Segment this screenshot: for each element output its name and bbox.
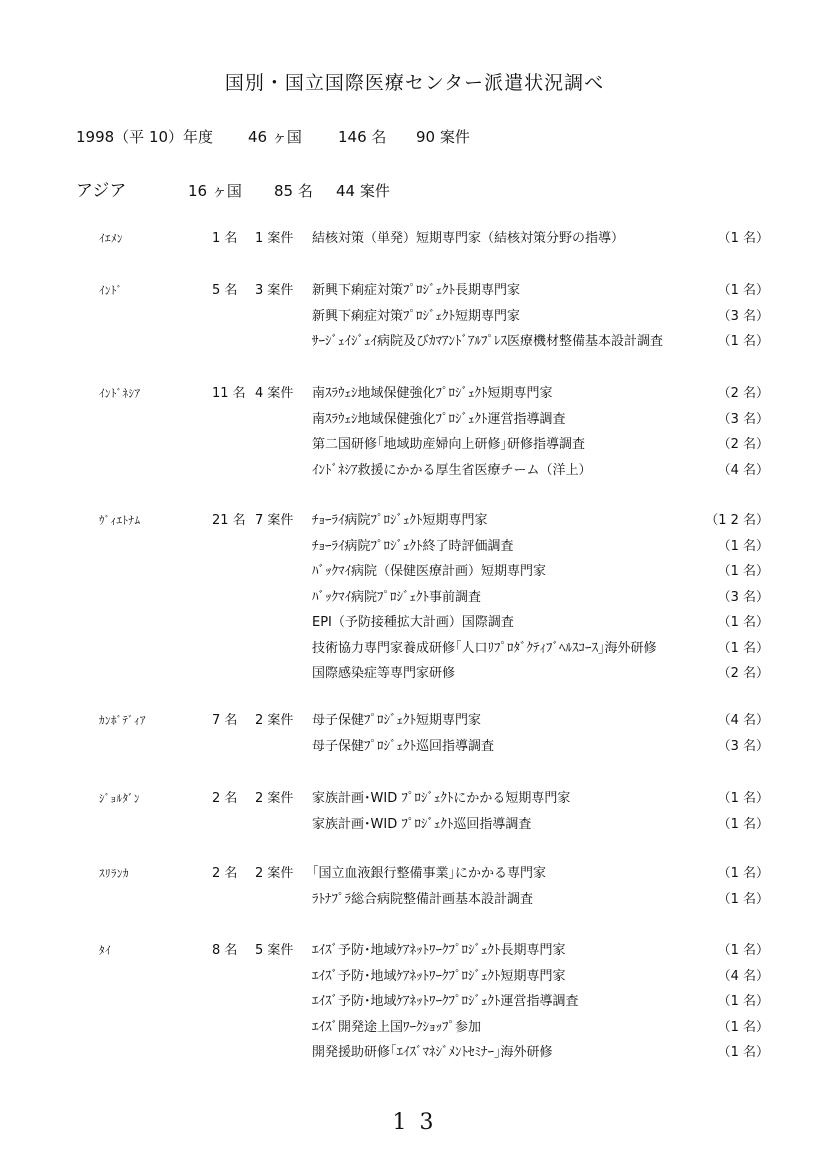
dispatch-description: ｴｲｽﾞ予防･地域ｹｱﾈｯﾄﾜｰｸﾌﾟﾛｼﾞｪｸﾄ運営指導調査 bbox=[312, 994, 579, 1009]
dispatch-description: 南ｽﾗｳｪｼ地域保健強化ﾌﾟﾛｼﾞｪｸﾄ運営指導調査 bbox=[312, 411, 566, 427]
table-row bbox=[0, 887, 829, 913]
dispatch-description: 国際感染症等専門家研修 bbox=[312, 666, 456, 681]
dispatch-count: （1 名） bbox=[717, 1045, 769, 1060]
table-row bbox=[0, 585, 829, 611]
page-number: 1 3 bbox=[392, 1110, 437, 1135]
country-name: ｲﾝﾄﾞ bbox=[99, 284, 123, 297]
country-name: ｲｴﾒﾝ bbox=[99, 232, 123, 245]
dispatch-count: （1 名） bbox=[717, 564, 769, 579]
dispatch-description: 新興下痢症対策ﾌﾟﾛｼﾞｪｸﾄ長期専門家 bbox=[312, 283, 521, 298]
dispatch-count: （1 名） bbox=[717, 791, 769, 806]
dispatch-count: （1 名） bbox=[717, 334, 769, 349]
dispatch-count: （2 名） bbox=[717, 437, 769, 452]
table-row bbox=[0, 812, 829, 838]
country-persons: 8 名 bbox=[212, 943, 238, 958]
dispatch-count: （1 名） bbox=[717, 816, 769, 832]
dispatch-description: 新興下痢症対策ﾌﾟﾛｼﾞｪｸﾄ短期専門家 bbox=[312, 308, 521, 324]
country-projects: 2 案件 bbox=[255, 713, 294, 728]
page-title: 国別・国立国際医療センター派遣状況調べ bbox=[224, 72, 605, 94]
dispatch-description: 南ｽﾗｳｪｼ地域保健強化ﾌﾟﾛｼﾞｪｸﾄ短期専門家 bbox=[312, 386, 553, 401]
dispatch-description: 家族計画･WID ﾌﾟﾛｼﾞｪｸﾄ巡回指導調査 bbox=[312, 816, 532, 832]
country-projects: 5 案件 bbox=[255, 943, 294, 958]
summary-projects: 90 案件 bbox=[416, 128, 470, 146]
table-row bbox=[0, 278, 829, 304]
table-row bbox=[0, 1040, 829, 1066]
country-persons: 21 名 bbox=[212, 513, 246, 528]
dispatch-count: （3 名） bbox=[717, 308, 769, 324]
country-persons: 2 名 bbox=[212, 866, 238, 881]
country-block-vietnam bbox=[0, 508, 829, 687]
dispatch-count: （4 名） bbox=[717, 713, 769, 728]
dispatch-description: ｢国立血液銀行整備事業｣にかかる専門家 bbox=[312, 866, 547, 881]
country-persons: 11 名 bbox=[212, 386, 246, 401]
country-projects: 1 案件 bbox=[255, 231, 294, 246]
dispatch-description: ｻｰｼﾞｪｲｼﾞｪｲ病院及びｶﾏｱﾝﾄﾞｱﾙﾌﾟﾚｽ医療機材整備基本設計調査 bbox=[312, 334, 664, 349]
country-persons: 5 名 bbox=[212, 283, 238, 298]
dispatch-count: （1 名） bbox=[717, 866, 769, 881]
dispatch-count: （4 名） bbox=[717, 462, 769, 478]
dispatch-count: （3 名） bbox=[717, 738, 769, 754]
table-row bbox=[0, 304, 829, 330]
country-block-cambodia bbox=[0, 708, 829, 759]
table-row bbox=[0, 1015, 829, 1041]
dispatch-count: （1 名） bbox=[717, 640, 769, 656]
table-row bbox=[0, 861, 829, 887]
country-persons: 1 名 bbox=[212, 231, 238, 246]
summary-persons: 146 名 bbox=[338, 128, 387, 146]
table-row bbox=[0, 508, 829, 534]
country-projects: 7 案件 bbox=[255, 513, 294, 528]
dispatch-description: ｲﾝﾄﾞﾈｼｱ救援にかかる厚生省医療チーム（洋上） bbox=[312, 462, 592, 478]
annual-summary bbox=[76, 126, 470, 147]
table-row bbox=[0, 559, 829, 585]
country-name: ｲﾝﾄﾞﾈｼｱ bbox=[99, 387, 141, 400]
country-projects: 2 案件 bbox=[255, 866, 294, 881]
country-block-thailand bbox=[0, 938, 829, 1066]
table-row bbox=[0, 708, 829, 734]
dispatch-description: ｴｲｽﾞ開発途上国ﾜｰｸｼｮｯﾌﾟ参加 bbox=[312, 1019, 482, 1035]
table-row bbox=[0, 661, 829, 687]
country-persons: 2 名 bbox=[212, 791, 238, 806]
dispatch-description: 母子保健ﾌﾟﾛｼﾞｪｸﾄ巡回指導調査 bbox=[312, 738, 495, 754]
summary-year: 1998（平 10）年度 bbox=[76, 128, 214, 146]
dispatch-description: ﾗﾄﾅﾌﾟﾗ総合病院整備計画基本設計調査 bbox=[312, 891, 534, 907]
table-row bbox=[0, 226, 829, 252]
dispatch-description: 第二国研修｢地域助産婦向上研修｣研修指導調査 bbox=[312, 437, 586, 452]
dispatch-count: （3 名） bbox=[717, 589, 769, 605]
dispatch-count: （2 名） bbox=[717, 666, 769, 681]
dispatch-description: ｴｲｽﾞ予防･地域ｹｱﾈｯﾄﾜｰｸﾌﾟﾛｼﾞｪｸﾄ長期専門家 bbox=[312, 943, 566, 958]
region-countries: 16 ヶ国 bbox=[188, 182, 242, 200]
country-block-india bbox=[0, 278, 829, 355]
dispatch-description: ﾊﾞｯｸﾏｲ病院ﾌﾟﾛｼﾞｪｸﾄ事前調査 bbox=[312, 589, 482, 605]
dispatch-description: ﾁｮｰﾗｲ病院ﾌﾟﾛｼﾞｪｸﾄ短期専門家 bbox=[312, 513, 488, 528]
country-persons: 7 名 bbox=[212, 713, 238, 728]
region-projects: 44 案件 bbox=[336, 182, 390, 200]
country-block-indonesia bbox=[0, 381, 829, 483]
dispatch-description: 母子保健ﾌﾟﾛｼﾞｪｸﾄ短期専門家 bbox=[312, 713, 482, 728]
region-name: アジア bbox=[76, 181, 127, 201]
country-name: ﾀｲ bbox=[99, 944, 111, 957]
country-projects: 4 案件 bbox=[255, 386, 294, 401]
dispatch-count: （2 名） bbox=[717, 386, 769, 401]
dispatch-description: 家族計画･WID ﾌﾟﾛｼﾞｪｸﾄにかかる短期専門家 bbox=[312, 791, 571, 806]
dispatch-description: ﾊﾞｯｸﾏｲ病院（保健医療計画）短期専門家 bbox=[312, 564, 547, 579]
dispatch-count: （1 名） bbox=[717, 891, 769, 907]
table-row bbox=[0, 432, 829, 458]
dispatch-description: 技術協力専門家養成研修｢人口ﾘﾌﾟﾛﾀﾞｸﾃｨﾌﾞﾍﾙｽｺｰｽ｣海外研修 bbox=[312, 640, 657, 656]
summary-countries: 46 ヶ国 bbox=[248, 128, 302, 146]
country-projects: 2 案件 bbox=[255, 791, 294, 806]
table-row bbox=[0, 458, 829, 484]
dispatch-description: 開発援助研修｢ｴｲｽﾞﾏﾈｼﾞﾒﾝﾄｾﾐﾅｰ｣海外研修 bbox=[312, 1045, 553, 1060]
dispatch-count: （1 名） bbox=[717, 615, 769, 630]
table-row bbox=[0, 534, 829, 560]
country-block-yemen bbox=[0, 226, 829, 252]
dispatch-count: （4 名） bbox=[717, 968, 769, 984]
country-block-jordan bbox=[0, 786, 829, 837]
dispatch-count: （1 名） bbox=[717, 231, 769, 246]
dispatch-description: ｴｲｽﾞ予防･地域ｹｱﾈｯﾄﾜｰｸﾌﾟﾛｼﾞｪｸﾄ短期専門家 bbox=[312, 968, 566, 984]
table-row bbox=[0, 407, 829, 433]
dispatch-count: （1 名） bbox=[717, 943, 769, 958]
country-name: ｶﾝﾎﾞﾃﾞｨｱ bbox=[99, 714, 146, 727]
table-row bbox=[0, 786, 829, 812]
region-persons: 85 名 bbox=[274, 182, 313, 200]
table-row bbox=[0, 938, 829, 964]
dispatch-description: ﾁｮｰﾗｲ病院ﾌﾟﾛｼﾞｪｸﾄ終了時評価調査 bbox=[312, 538, 514, 554]
table-row bbox=[0, 989, 829, 1015]
dispatch-description: 結核対策（単発）短期専門家（結核対策分野の指導） bbox=[312, 231, 625, 246]
dispatch-description: EPI（予防接種拡大計画）国際調査 bbox=[312, 615, 514, 630]
table-row bbox=[0, 734, 829, 760]
table-row bbox=[0, 636, 829, 662]
dispatch-count: （1 2 名） bbox=[705, 513, 769, 528]
country-block-sri-lanka bbox=[0, 861, 829, 912]
table-row bbox=[0, 964, 829, 990]
table-row bbox=[0, 610, 829, 636]
table-row bbox=[0, 381, 829, 407]
country-projects: 3 案件 bbox=[255, 283, 294, 298]
region-header bbox=[76, 176, 390, 201]
table-row bbox=[0, 329, 829, 355]
dispatch-count: （1 名） bbox=[717, 1019, 769, 1035]
dispatch-count: （1 名） bbox=[717, 283, 769, 298]
dispatch-count: （1 名） bbox=[717, 538, 769, 554]
country-name: ｼﾞｮﾙﾀﾞﾝ bbox=[99, 792, 140, 805]
dispatch-count: （1 名） bbox=[717, 994, 769, 1009]
dispatch-count: （3 名） bbox=[717, 411, 769, 427]
country-name: ｽﾘﾗﾝｶ bbox=[99, 867, 129, 880]
country-name: ｳﾞｨｴﾄﾅﾑ bbox=[99, 514, 141, 527]
